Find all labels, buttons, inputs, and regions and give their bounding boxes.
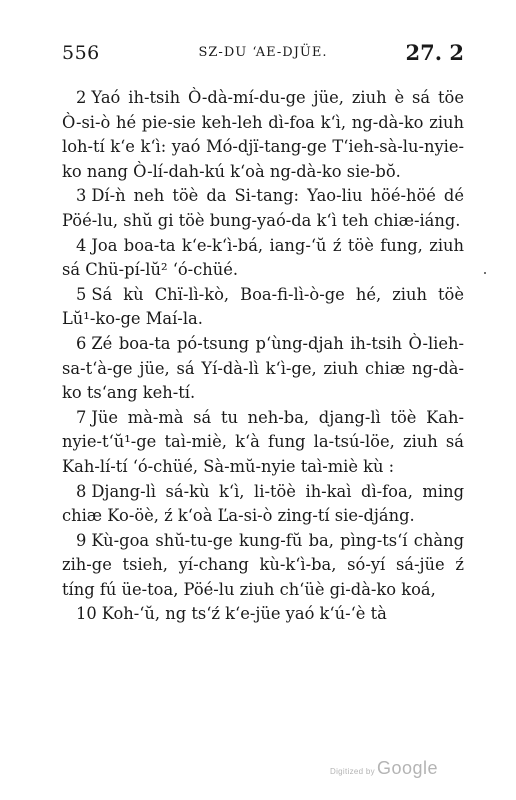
print-speck — [484, 272, 486, 274]
verse-6 — [62, 332, 464, 406]
verse-list — [62, 86, 464, 627]
verse-number: 6 — [76, 333, 87, 353]
verse-number: 4 — [76, 235, 87, 255]
verse-text: Sá kù Chï-lì-kò, Boa-fi-lì-ò-ge hé, ziuh töè Lŭ¹-ko-ge Maí-la. — [62, 284, 464, 329]
verse-number: 3 — [76, 186, 87, 206]
digitized-watermark — [330, 758, 438, 779]
verse-number: 9 — [76, 530, 87, 550]
page-number: 556 — [62, 42, 100, 64]
verse-text: Yaó ih-tsih Ò-dà-mí-du-ge jüe, ziuh è sá töe Ò-si-ò hé pie-sie keh-leh dì-foa k‘ì, ng-dà-ko ziuh loh-tí k‘e k‘ì: yaó Mó-djï-tang-ge T‘ieh-sà-lu-nyie-ko nang Ò-lí-dah-kú k‘oà ng-dà-ko sie-bŏ. — [62, 88, 464, 181]
verse-number: 10 — [76, 604, 97, 624]
verse-text: Dí-ǹ neh töè da Si-tang: Yao-liu höé-höé dé Pöé-lu, shŭ gi töè bung-yaó-da k‘ì teh chiæ-iáng. — [62, 186, 464, 230]
verse-text: Djang-lì sá-kù k‘ì, li-töè ih-kaì dì-foa, ming chiæ Ko-öè, ź k‘oà Ľa-si-ò zing-tí sie-djáng. — [62, 481, 464, 526]
verse-number: 7 — [76, 407, 87, 427]
verse-number: 5 — [76, 284, 87, 304]
chapter-verse-ref: 27. 2 — [405, 40, 464, 65]
verse-9 — [62, 529, 464, 603]
verse-10 — [62, 602, 464, 627]
verse-7 — [62, 406, 464, 480]
verse-number: 2 — [76, 88, 87, 107]
verse-text: Joa boa-ta k‘e-k‘ì-bá, iang-‘ŭ ź töè fung, ziuh sá Chü-pí-lŭ² ‘ó-chüé. — [62, 235, 464, 280]
watermark-brand: Google — [376, 758, 438, 778]
verse-text: Jüe mà-mà sá tu neh-ba, djang-lì töè Kah-nyie-t‘ŭ¹-ge taì-miè, k‘à fung la-tsú-löe, ziuh sá Kah-lí-tí ‘ó-chüé, Sà-mŭ-nyie taì-miè kù : — [62, 407, 464, 476]
verse-number: 8 — [76, 481, 87, 501]
running-head — [62, 40, 464, 68]
verse-4 — [62, 234, 464, 283]
verse-text: Kù-goa shŭ-tu-ge kung-fŭ ba, pìng-ts‘í chàng zih-ge tsieh, yí-chang kù-k‘ì-ba, só-yí sá-jüe ź tíng fú üe-toa, Pöé-lu ziuh ch‘üè gi-dà-ko koá, — [62, 530, 464, 599]
verse-5 — [62, 283, 464, 332]
verse-2 — [62, 86, 464, 184]
verse-text: Koh-‘ŭ, ng ts‘ź k‘e-jüe yaó k‘ú-‘è tà — [101, 604, 387, 624]
watermark-prefix: Digitized by — [330, 767, 375, 776]
verse-8 — [62, 480, 464, 529]
verse-3 — [62, 184, 464, 233]
running-title: SZ-DU ‘AE-DJÜE. — [198, 45, 328, 60]
verse-text: Zé boa-ta pó-tsung p‘ùng-djah ih-tsih Ò-lieh-sa-t‘à-ge jüe, sá Yí-dà-lì k‘ì-ge, ziuh chiæ ng-dà-ko ts‘ang keh-tí. — [62, 333, 464, 403]
